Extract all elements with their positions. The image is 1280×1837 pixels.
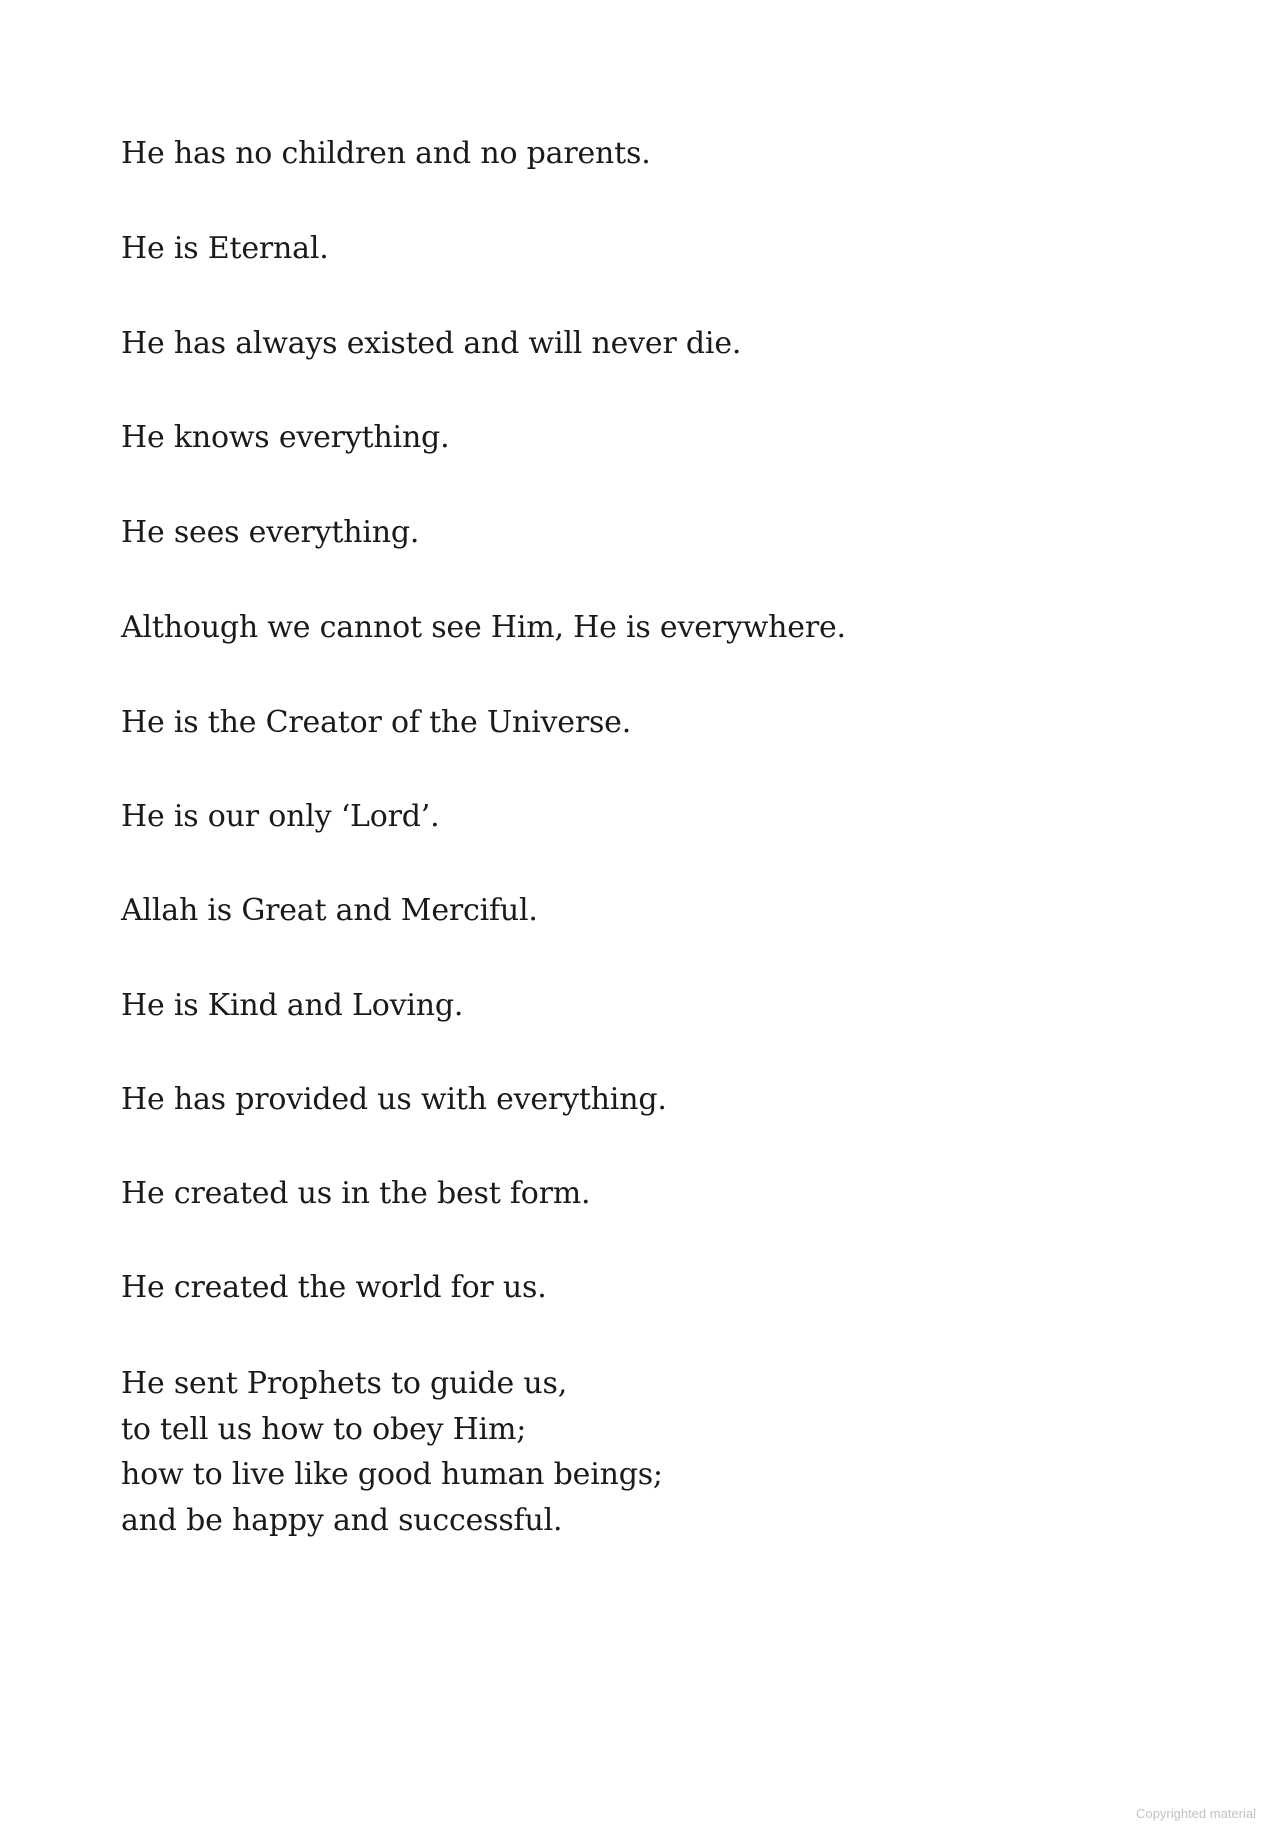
text-line-9: Allah is Great and Merciful. [121,893,538,928]
text-line-7: He is the Creator of the Universe. [121,705,632,740]
text-line-4: He knows everything. [121,420,450,455]
stanza-line-4: and be happy and successful. [121,1502,563,1538]
text-line-10: He is Kind and Loving. [121,988,464,1023]
stanza-line-3: how to live like good human beings; [121,1457,663,1492]
text-line-6: Although we cannot see Him, He is everywhere. [121,610,846,645]
text-line-12: He created us in the best form. [121,1176,591,1211]
final-stanza [121,1361,663,1543]
stanza-line-1: He sent Prophets to guide us, [121,1366,568,1401]
text-line-3: He has always existed and will never die. [121,326,742,361]
text-line-5: He sees everything. [121,515,420,550]
text-line-2: He is Eternal. [121,231,329,266]
copyright-watermark: Copyrighted material [1136,1806,1256,1821]
stanza-line-2: to tell us how to obey Him; [121,1411,527,1447]
text-line-13: He created the world for us. [121,1270,547,1305]
text-line-8: He is our only ‘Lord’. [121,799,440,834]
text-line-11: He has provided us with everything. [121,1082,667,1117]
text-line-1: He has no children and no parents. [121,136,651,171]
